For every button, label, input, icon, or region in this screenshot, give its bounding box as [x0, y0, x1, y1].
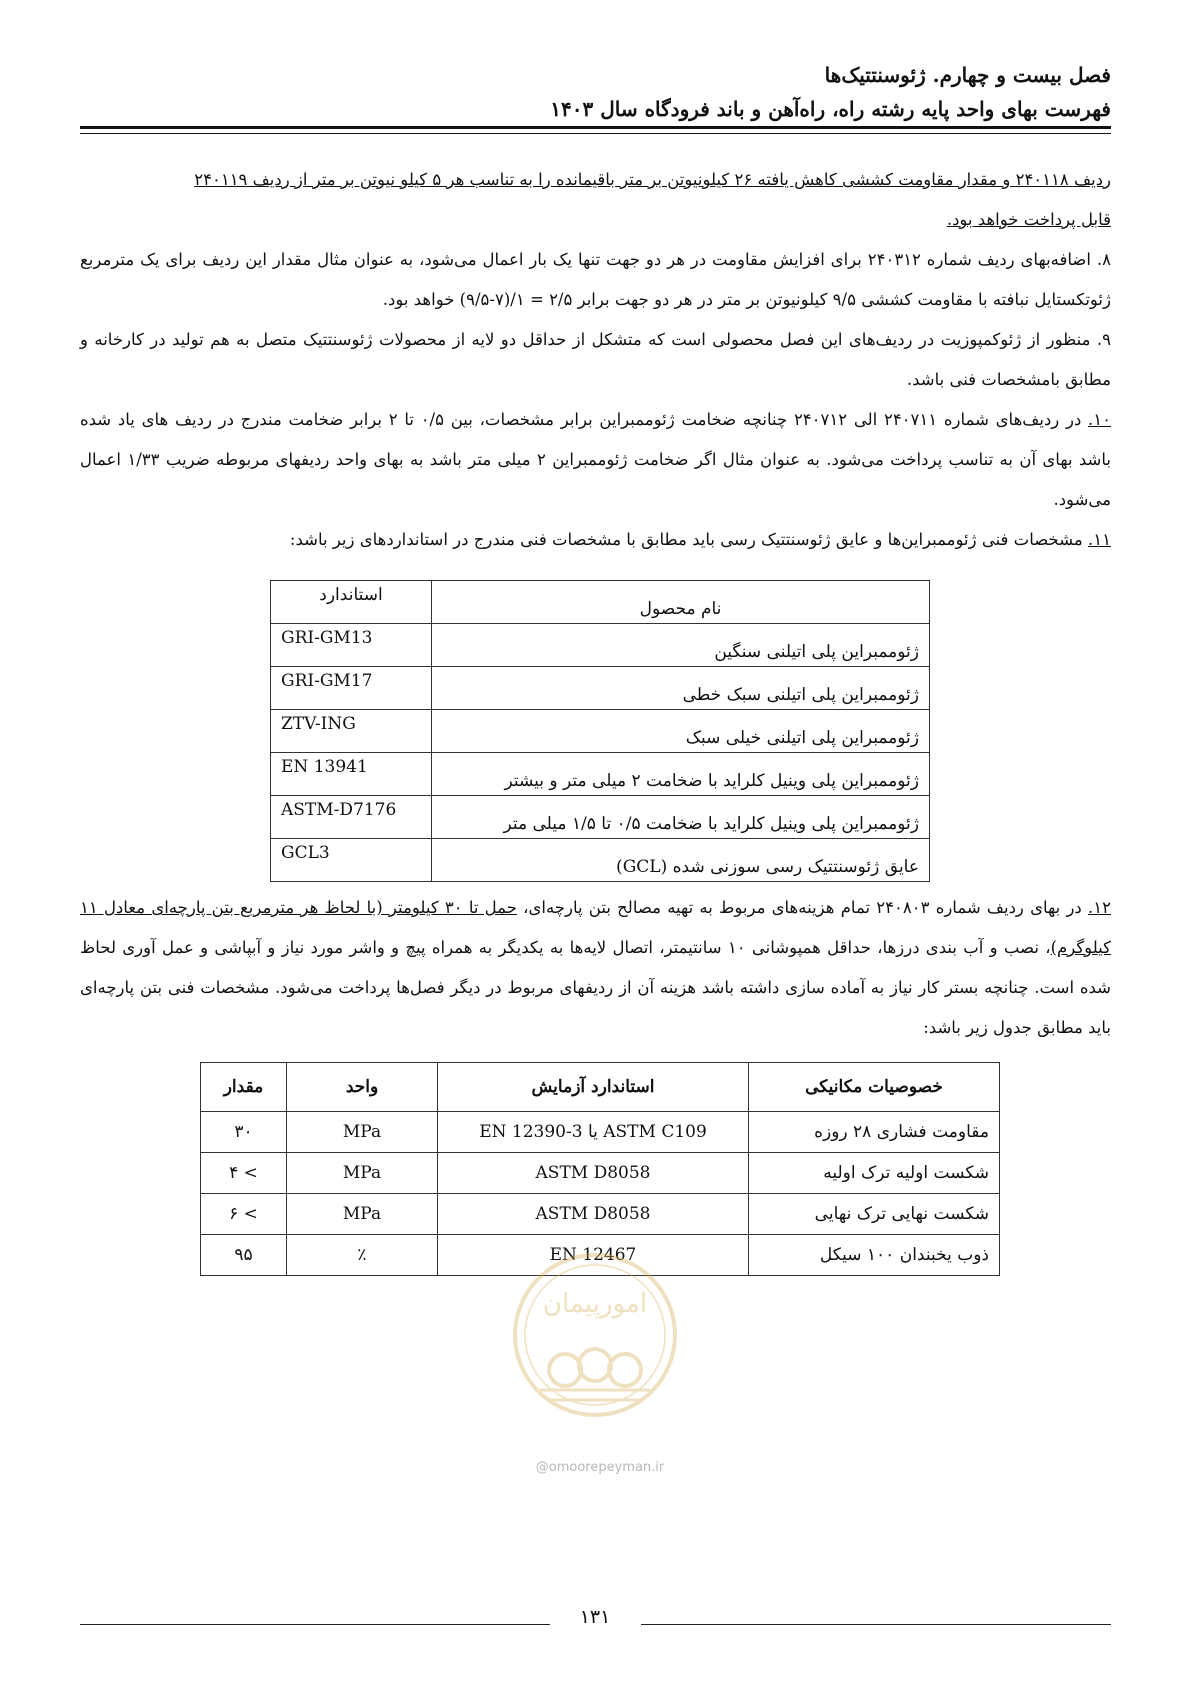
standard-cell: ASTM D8058 [438, 1194, 749, 1235]
property-cell: مقاومت فشاری ۲۸ روزه [749, 1112, 1000, 1153]
table-row [271, 667, 930, 710]
note-12-text-c: ، نصب و آب بندی درزها، حداقل همپوشانی ۱۰ سانتیمتر، اتصال لایه‌ها به یکدیگر به همراه پیچ و واشر مورد نیاز و آبپاشی و عمل آوری لحاظ شده است. چنانچه بستر کار نیاز به آماده سازی داشته باشد هزینه آن از ردیفهای مربوط در دیگر فصل‌ها پرداخت می‌شود. مشخصات فنی بتن پارچه‌ای باید مطابق جدول زیر باشد: [80, 938, 1111, 1037]
table-row [271, 753, 930, 796]
note-10-text: در ردیف‌های شماره ۲۴۰۷۱۱ الی ۲۴۰۷۱۲ چنانچه ضخامت ژئوممبراین برابر مشخصات، بین ۰/۵ تا ۲ برابر ضخامت مندرج در ردیف های یاد شده باشد بهای آن به تناسب پرداخت می‌شود. به عنوان مثال اگر ضخامت ژئوممبراین ۲ میلی متر باشد به بهای واحد ردیفهای مربوطه ضریب ۱/۳۳ اعمال می‌شود. [80, 410, 1111, 509]
product-standard: GRI-GM13 [271, 624, 432, 667]
note-10-number: ۱۰. [1088, 410, 1112, 429]
product-standard: GRI-GM17 [271, 667, 432, 710]
product-name: ژئوممبراین پلی وینیل کلراید با ضخامت ۲ میلی متر و بیشتر [432, 753, 930, 796]
note-11-text: مشخصات فنی ژئوممبراین‌ها و عایق ژئوسنتتیک رسی باید مطابق با مشخصات فنی مندرج در استانداردهای زیر باشد: [289, 530, 1089, 549]
product-standard: GCL3 [271, 839, 432, 882]
note-12 [80, 888, 1111, 1048]
product-name: ژئوممبراین پلی اتیلنی خیلی سبک [432, 710, 930, 753]
column-header-unit: واحد [287, 1063, 438, 1112]
note-8: ۸. اضافه‌بهای ردیف شماره ۲۴۰۳۱۲ برای افزایش مقاومت در هر دو جهت تنها یک بار اعمال می‌شود، به عنوان مثال مقدار این ردیف برای یک مترمربع ژئوتکستایل نبافته با مقاومت کششی ۹/۵ کیلونیوتن بر متر در هر دو جهت برابر ۲/۵ = ۱/(۷-۹/۵) خواهد بود. [80, 250, 1111, 309]
table-header-row [271, 581, 930, 624]
table-row [201, 1112, 1000, 1153]
footer-rule-left [80, 1624, 550, 1625]
header-rule-thin [80, 133, 1111, 134]
table-row [201, 1153, 1000, 1194]
watermark-logo-text: امورپیمان [542, 1289, 648, 1319]
column-header-test-standard: استاندارد آزمایش [438, 1063, 749, 1112]
column-header-product: نام محصول [432, 581, 930, 624]
unit-cell: MPa [287, 1194, 438, 1235]
standard-cell: ASTM D8058 [438, 1153, 749, 1194]
table-header-row [201, 1063, 1000, 1112]
value-cell: ۹۵ [201, 1235, 287, 1276]
value-cell: > ۶ [201, 1194, 287, 1235]
page-number: ۱۳۱ [579, 1606, 611, 1628]
note-9: ۹. منظور از ژئوکمپوزیت در ردیف‌های این فصل محصولی است که متشکل از حداقل دو لایه از محصولات ژئوسنتتیک متصل به هم تولید در کارخانه و مطابق بامشخصات فنی باشد. [80, 330, 1111, 389]
value-cell: > ۴ [201, 1153, 287, 1194]
note-12-text-b: حمل تا ۳۰ کیلومتر (با لحاظ هر مترمربع بتن پارچه‌ای معادل ۱۱ کیلوگرم) [80, 898, 1111, 957]
unit-cell: MPa [287, 1112, 438, 1153]
unit-cell: MPa [287, 1153, 438, 1194]
document-title: فهرست بهای واحد پایه رشته راه، راه‌آهن و باند فرودگاه سال ۱۴۰۳ [550, 97, 1111, 121]
table-row [271, 839, 930, 882]
property-cell: شکست اولیه ترک اولیه [749, 1153, 1000, 1194]
table-row [201, 1194, 1000, 1235]
paragraph-continued-line2: قابل پرداخت خواهد بود. [946, 210, 1111, 229]
product-standard: ZTV-ING [271, 710, 432, 753]
product-name: ژئوممبراین پلی اتیلنی سنگین [432, 624, 930, 667]
fabric-concrete-specs-table [200, 1062, 1000, 1276]
standard-cell: EN 12390-3 یا ASTM C109 [438, 1112, 749, 1153]
paragraph-continued [80, 160, 1111, 240]
paragraph-continued-line1: ردیف ۲۴۰۱۱۸ و مقدار مقاومت کششی کاهش یافته ۲۶ کیلونیوتن بر متر باقیمانده را به تناسب هر ۵ کیلو نیوتن بر متر از ردیف ۲۴۰۱۱۹ [194, 170, 1111, 189]
geomembrane-standards-table [270, 580, 930, 882]
unit-cell: ٪ [287, 1235, 438, 1276]
property-cell: شکست نهایی ترک نهایی [749, 1194, 1000, 1235]
footer-rule-right [641, 1624, 1111, 1625]
note-12-number: ۱۲. [1088, 898, 1111, 917]
page-header [80, 58, 1111, 126]
note-11-number: ۱۱. [1088, 530, 1111, 549]
column-header-value: مقدار [201, 1063, 287, 1112]
product-standard: EN 13941 [271, 753, 432, 796]
body-text-2 [80, 888, 1111, 1048]
table-row [271, 624, 930, 667]
chapter-title: فصل بیست و چهارم. ژئوسنتتیک‌ها [824, 63, 1111, 87]
body-text [80, 160, 1111, 560]
note-10 [80, 400, 1111, 520]
product-name: عایق ژئوسنتتیک رسی سوزنی شده (GCL) [432, 839, 930, 882]
table-row [271, 710, 930, 753]
property-cell: ذوب یخبندان ۱۰۰ سیکل [749, 1235, 1000, 1276]
column-header-standard: استاندارد [271, 581, 432, 624]
header-rule-thick [80, 126, 1111, 129]
value-cell: ۳۰ [201, 1112, 287, 1153]
product-standard: ASTM-D7176 [271, 796, 432, 839]
standard-cell: EN 12467 [438, 1235, 749, 1276]
note-12-text-a: در بهای ردیف شماره ۲۴۰۸۰۳ تمام هزینه‌های مربوط به تهیه مصالح بتن پارچه‌ای، [516, 898, 1088, 917]
watermark-text: @omoorepeyman.ir [535, 1460, 665, 1475]
note-11 [80, 520, 1111, 560]
table-row [271, 796, 930, 839]
product-name: ژئوممبراین پلی وینیل کلراید با ضخامت ۰/۵ تا ۱/۵ میلی متر [432, 796, 930, 839]
column-header-property: خصوصیات مکانیکی [749, 1063, 1000, 1112]
product-name: ژئوممبراین پلی اتیلنی سبک خطی [432, 667, 930, 710]
watermark-logo [510, 1250, 680, 1420]
